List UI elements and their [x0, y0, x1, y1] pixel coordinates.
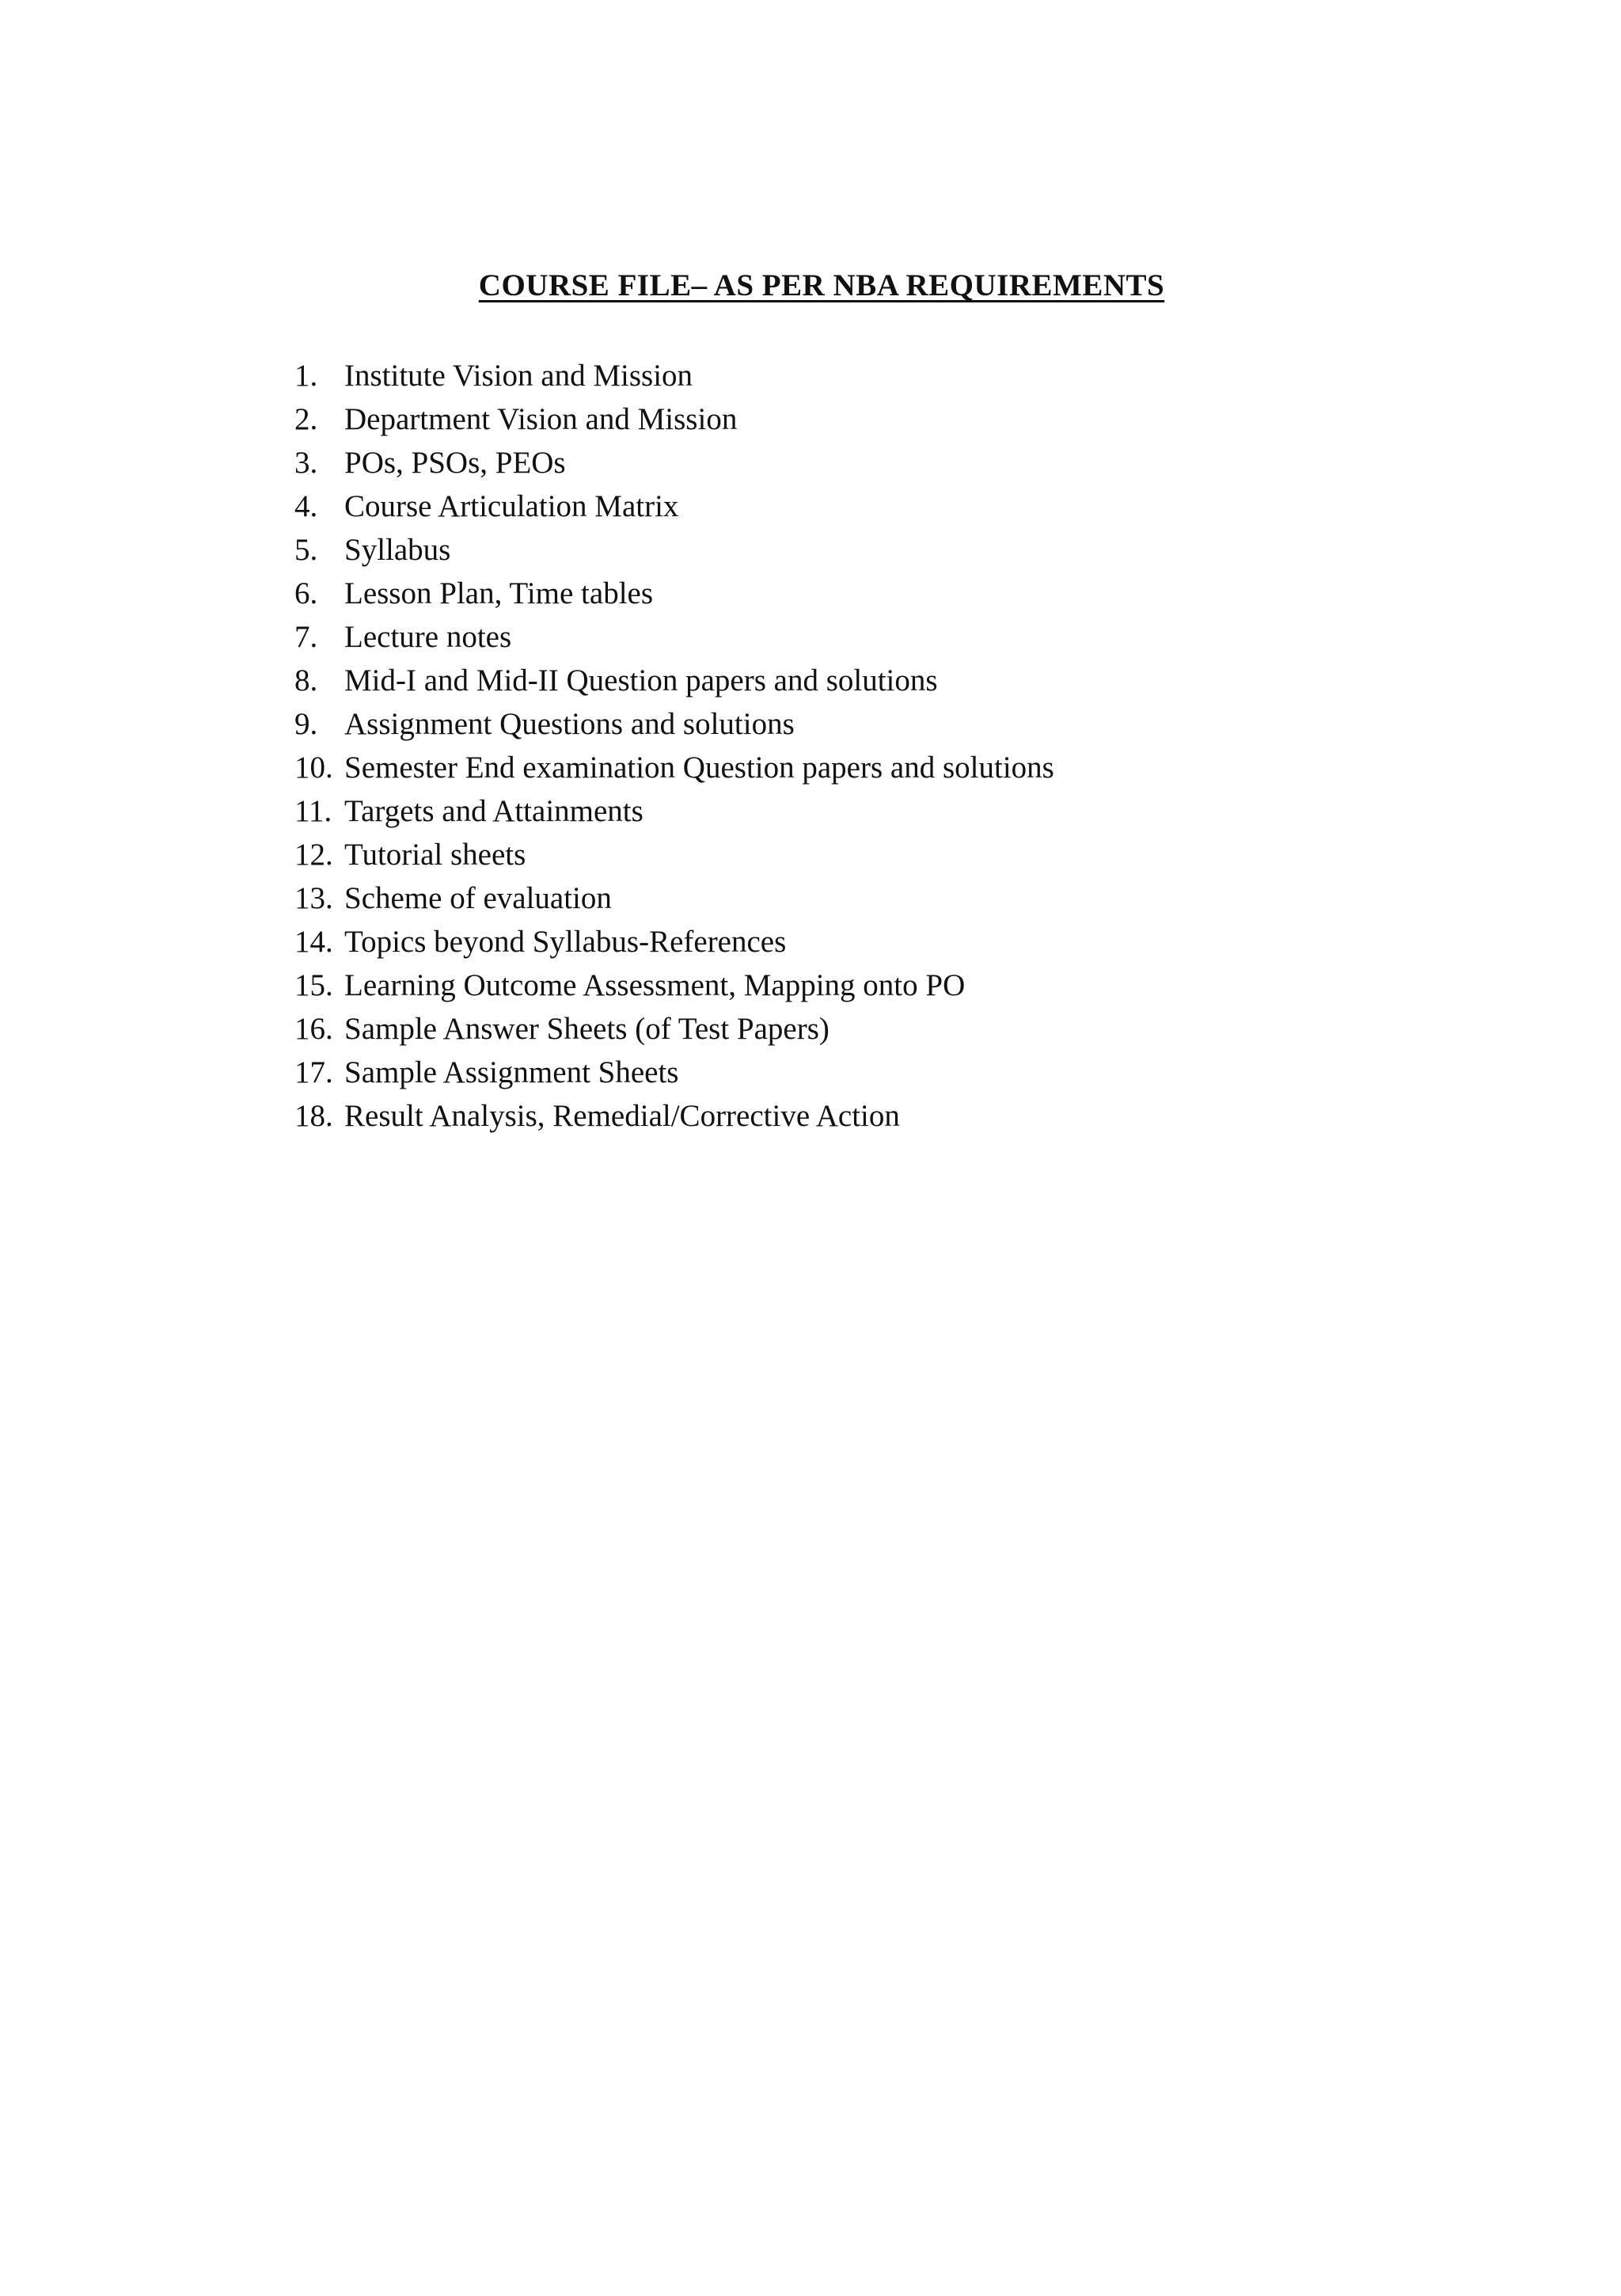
- list-item: [294, 1094, 1054, 1138]
- list-item-text: Lecture notes: [344, 620, 512, 654]
- list-item: [294, 789, 1054, 833]
- list-item-number: 5.: [294, 533, 318, 567]
- list-item-text: Institute Vision and Mission: [344, 359, 693, 393]
- list-item-number: 3.: [294, 446, 318, 480]
- list-item-number: 15.: [294, 968, 333, 1002]
- list-item-text: Result Analysis, Remedial/Corrective Action: [344, 1099, 900, 1133]
- list-item-number: 10.: [294, 751, 333, 785]
- page-title-text: COURSE FILE– AS PER NBA REQUIREMENTS: [478, 268, 1165, 302]
- list-item-number: 16.: [294, 1012, 333, 1046]
- list-item: [294, 1007, 1054, 1051]
- list-item-text: Sample Answer Sheets (of Test Papers): [344, 1012, 829, 1046]
- list-item-number: 7.: [294, 620, 318, 654]
- list-item-text: Lesson Plan, Time tables: [344, 576, 654, 610]
- list-item-text: Syllabus: [344, 533, 451, 567]
- list-item-number: 8.: [294, 663, 318, 698]
- list-item-text: Learning Outcome Assessment, Mapping onto PO: [344, 968, 966, 1002]
- page-title: [0, 268, 1621, 303]
- list-item-number: 2.: [294, 402, 318, 436]
- list-item-text: Mid-I and Mid-II Question papers and solutions: [344, 663, 938, 698]
- list-item-number: 12.: [294, 838, 333, 872]
- list-item-number: 14.: [294, 925, 333, 959]
- list-item: [294, 528, 1054, 572]
- list-item: [294, 659, 1054, 702]
- list-item-text: Course Articulation Matrix: [344, 489, 679, 523]
- list-item-text: Assignment Questions and solutions: [344, 707, 795, 741]
- list-item-number: 1.: [294, 359, 318, 393]
- list-item: [294, 964, 1054, 1007]
- list-item-text: Tutorial sheets: [344, 838, 526, 872]
- list-item-text: Targets and Attainments: [344, 794, 643, 828]
- list-item-number: 6.: [294, 576, 318, 610]
- list-item: [294, 354, 1054, 397]
- list-item-text: POs, PSOs, PEOs: [344, 446, 566, 480]
- list-item: [294, 615, 1054, 659]
- list-item: [294, 485, 1054, 528]
- list-item-text: Sample Assignment Sheets: [344, 1055, 679, 1089]
- list-item-number: 11.: [294, 794, 332, 828]
- list-item: [294, 876, 1054, 920]
- list-item-text: Scheme of evaluation: [344, 881, 612, 915]
- list-item: [294, 397, 1054, 441]
- list-item: [294, 572, 1054, 615]
- list-item-text: Topics beyond Syllabus-References: [344, 925, 787, 959]
- list-item-number: 17.: [294, 1055, 333, 1089]
- list-item: [294, 833, 1054, 876]
- list-item-number: 4.: [294, 489, 318, 523]
- list-item-number: 13.: [294, 881, 333, 915]
- list-item-text: Semester End examination Question papers and solutions: [344, 751, 1054, 785]
- list-item: [294, 702, 1054, 746]
- list-item-text: Department Vision and Mission: [344, 402, 738, 436]
- list-item-number: 18.: [294, 1099, 333, 1133]
- list-item-number: 9.: [294, 707, 318, 741]
- requirements-list: [294, 354, 1054, 1138]
- list-item: [294, 1051, 1054, 1094]
- list-item: [294, 920, 1054, 964]
- list-item: [294, 441, 1054, 485]
- list-item: [294, 746, 1054, 789]
